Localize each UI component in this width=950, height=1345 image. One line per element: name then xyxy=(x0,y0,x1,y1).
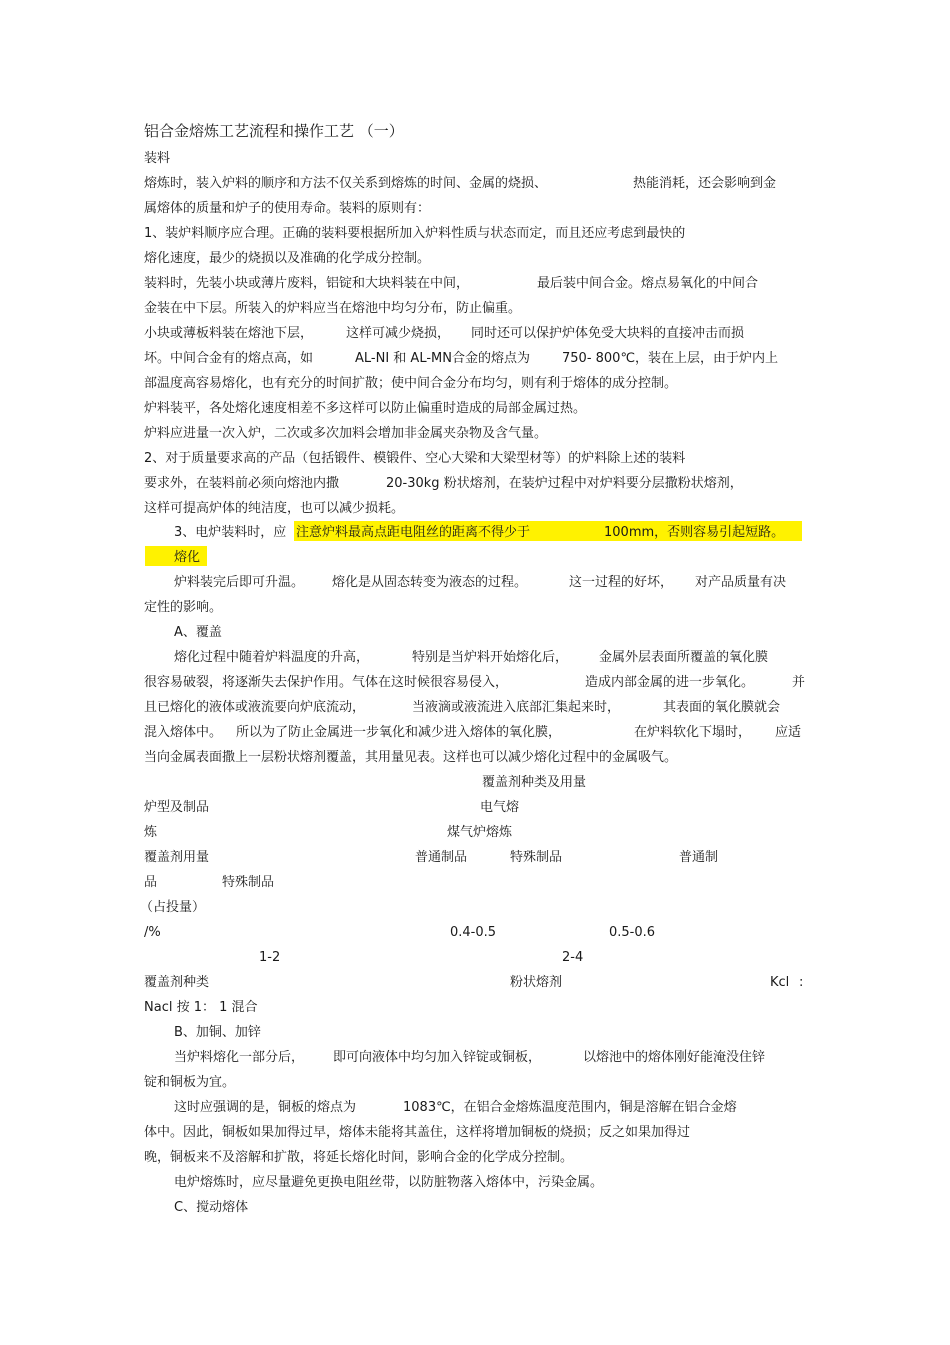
table-cell: 覆盖剂种类 xyxy=(144,975,210,990)
text-line: 金属外层表面所覆盖的氧化膜 xyxy=(599,650,769,665)
text-line: 要求外，在装料前必须向熔池内撒 xyxy=(144,476,340,491)
text-line: 特别是当炉料开始熔化后， xyxy=(412,650,569,665)
table-cell: Nacl 按 1： 1 混合 xyxy=(144,1000,258,1015)
table-cell: 煤气炉熔炼 xyxy=(447,825,513,840)
text-line: 最后装中间合金。熔点易氧化的中间合 xyxy=(537,276,759,291)
text-line: 炉料装完后即可升温。 xyxy=(174,575,305,590)
text-line: 1、装炉料顺序应合理。正确的装料要根据所加入炉料性质与状态而定，而且还应考虑到最快的 xyxy=(144,226,686,241)
text-line: 这时应强调的是，铜板的熔点为 xyxy=(174,1100,357,1115)
text-line: AL-NI 和 AL-MN合金的熔点为 xyxy=(355,351,530,366)
text-line: 锭和铜板为宜。 xyxy=(144,1075,236,1090)
table-cell: 炉型及制品 xyxy=(144,800,210,815)
table-cell: 0.4-0.5 xyxy=(450,925,497,940)
text-line: 当向金属表面撒上一层粉状熔剂覆盖，其用量见表。这样也可以减少熔化过程中的金属吸气。 xyxy=(144,750,678,765)
text-line: 且已熔化的液体或液流要向炉底流动， xyxy=(144,700,366,715)
text-line: 炉料应进量一次入炉，二次或多次加料会增加非金属夹杂物及含气量。 xyxy=(144,426,548,441)
text-line: 当液滴或液流进入底部汇集起来时， xyxy=(412,700,621,715)
table-cell: 品 xyxy=(144,875,158,890)
text-line: 炉料装平，各处熔化速度相差不多这样可以防止偏重时造成的局部金属过热。 xyxy=(144,401,587,416)
text-line: 即可向液体中均匀加入锌锭或铜板， xyxy=(333,1050,542,1065)
table-cell: /% xyxy=(144,925,161,940)
table-cell: 覆盖剂用量 xyxy=(144,850,210,865)
text-line: 这样可提高炉体的纯洁度，也可以减少损耗。 xyxy=(144,501,405,516)
text-line: 熔化过程中随着炉料温度的升高， xyxy=(174,650,370,665)
table-cell: 粉状熔剂 xyxy=(510,975,563,990)
text-line: 同时还可以保护炉体免受大块料的直接冲击而损 xyxy=(471,326,745,341)
heading: 装料 xyxy=(144,151,171,166)
text-line: 熔炼时，装入炉料的顺序和方法不仅关系到熔炼的时间、金属的烧损、 xyxy=(144,176,548,191)
text-line: 以熔池中的熔体刚好能淹没住锌 xyxy=(583,1050,766,1065)
table-caption: 覆盖剂种类及用量 xyxy=(482,775,587,790)
text-line: 装料时，先装小块或薄片废料，铝锭和大块料装在中间， xyxy=(144,276,470,291)
text-line: 750- 800℃，装在上层，由于炉内上 xyxy=(562,351,779,366)
table-cell: 特殊制品 xyxy=(510,850,563,865)
text-line: 对产品质量有决 xyxy=(695,575,787,590)
text-line: 坏。中间合金有的熔点高，如 xyxy=(144,351,314,366)
text-line: 2、对于质量要求高的产品（包括锻件、模锻件、空心大梁和大梁型材等）的炉料除上述的装料 xyxy=(144,451,686,466)
heading: A、覆盖 xyxy=(174,625,222,640)
table-cell: 1-2 xyxy=(259,950,281,965)
table-cell: （占投量） xyxy=(140,900,206,915)
text-line: 在炉料软化下塌时， xyxy=(634,725,752,740)
text-line: 所以为了防止金属进一步氧化和减少进入熔体的氧化膜， xyxy=(236,725,562,740)
text-line: 热能消耗，还会影响到金 xyxy=(633,176,777,191)
text-line: 体中。因此，铜板如果加得过早，熔体未能将其盖住，这样将增加铜板的烧损；反之如果加得过 xyxy=(144,1125,691,1140)
text-line: 造成内部金属的进一步氧化。 xyxy=(585,675,755,690)
text-line: 3、电炉装料时，应 xyxy=(174,525,287,540)
table-cell: 2-4 xyxy=(562,950,584,965)
table-cell: 电气熔 xyxy=(480,800,520,815)
table-cell: 普通制品 xyxy=(415,850,468,865)
table-cell: Kcl xyxy=(770,975,790,990)
heading: B、加铜、加锌 xyxy=(174,1025,261,1040)
text-line: 熔化是从固态转变为液态的过程。 xyxy=(332,575,528,590)
text-line: 1083℃，在铝合金熔炼温度范围内，铜是溶解在铝合金熔 xyxy=(403,1100,737,1115)
text-line: 定性的影响。 xyxy=(144,600,223,615)
table-cell: 特殊制品 xyxy=(222,875,275,890)
text-line: 很容易破裂，将逐渐失去保护作用。气体在这时候很容易侵入， xyxy=(144,675,509,690)
table-cell: 炼 xyxy=(144,825,158,840)
text-line: 这一过程的好坏， xyxy=(569,575,674,590)
table-cell: : xyxy=(799,975,804,990)
text-line: 晚，铜板来不及溶解和扩散，将延长熔化时间，影响合金的化学成分控制。 xyxy=(144,1150,574,1165)
text-line: 这样可减少烧损， xyxy=(346,326,451,341)
text-line: 其表面的氧化膜就会 xyxy=(663,700,781,715)
text-line: 属熔体的质量和炉子的使用寿命。装料的原则有： xyxy=(144,201,431,216)
text-line: 小块或薄板料装在熔池下层， xyxy=(144,326,314,341)
text-line: 20-30kg 粉状熔剂，在装炉过程中对炉料要分层撒粉状熔剂， xyxy=(386,476,743,491)
text-line: 部温度高容易熔化，也有充分的时间扩散；使中间合金分布均匀，则有利于熔体的成分控制。 xyxy=(144,376,678,391)
heading: C、搅动熔体 xyxy=(174,1200,249,1215)
text-line: 电炉熔炼时，应尽量避免更换电阻丝带，以防脏物落入熔体中，污染金属。 xyxy=(174,1175,604,1190)
text-line: 金装在中下层。所装入的炉料应当在熔池中均匀分布，防止偏重。 xyxy=(144,301,522,316)
text-line: 应适 xyxy=(775,725,802,740)
text-line: 当炉料熔化一部分后， xyxy=(174,1050,305,1065)
document-title: 铝合金熔炼工艺流程和操作工艺 （一） xyxy=(144,122,404,140)
highlighted-text: 注意炉料最高点距电阻丝的距离不得少于 xyxy=(296,525,531,540)
table-cell: 普通制 xyxy=(679,850,719,865)
highlighted-text: 100mm，否则容易引起短路。 xyxy=(604,525,785,540)
table-cell: 0.5-0.6 xyxy=(609,925,656,940)
text-line: 混入熔体中。 xyxy=(144,725,223,740)
heading: 熔化 xyxy=(174,550,201,565)
text-line: 熔化速度，最少的烧损以及准确的化学成分控制。 xyxy=(144,251,431,266)
text-line: 并 xyxy=(792,675,806,690)
